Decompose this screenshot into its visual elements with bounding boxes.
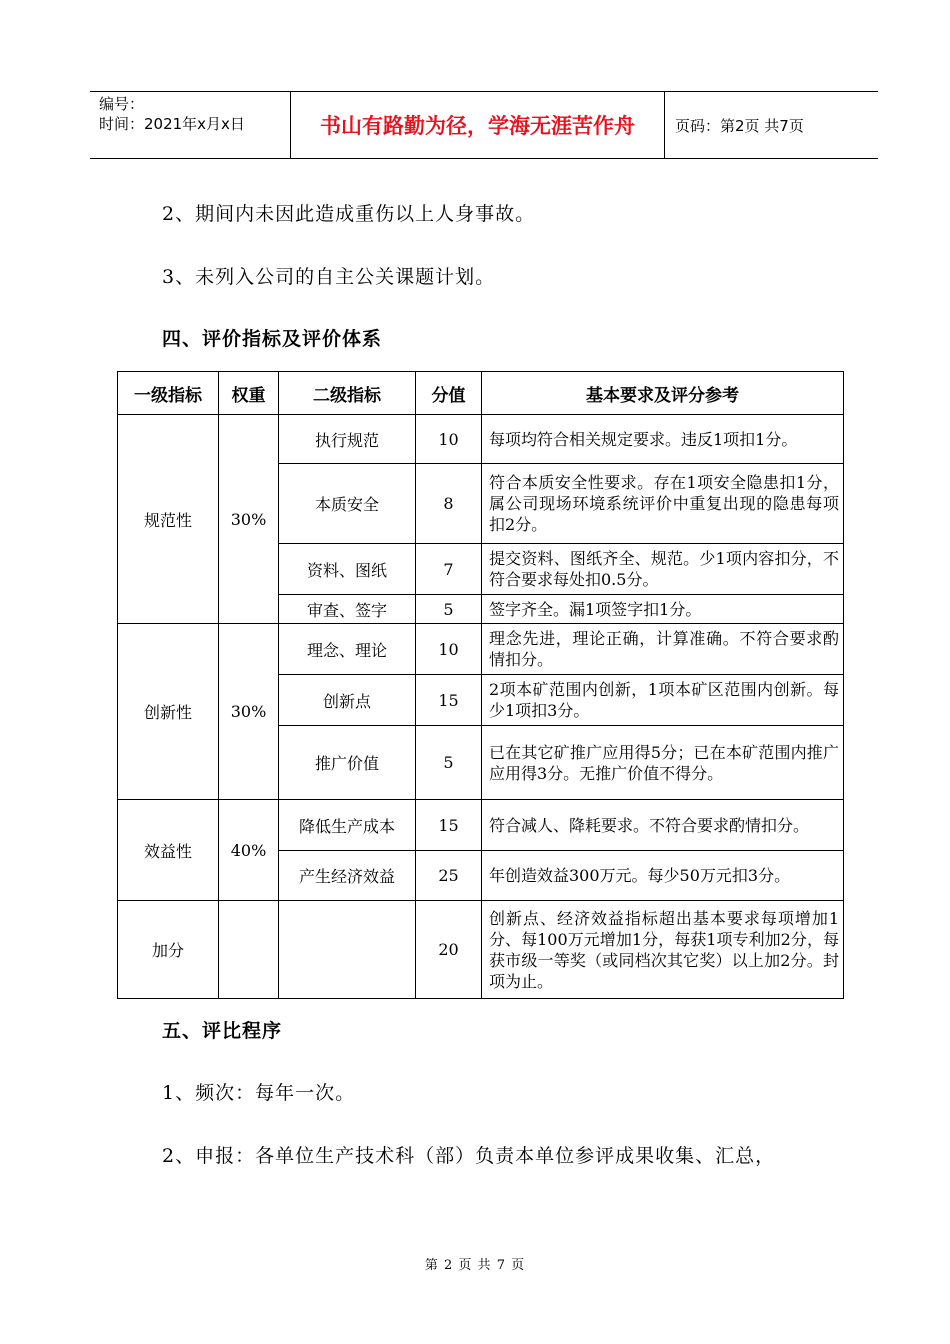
score-cell: 5: [416, 726, 482, 800]
score-cell: 25: [416, 851, 482, 901]
table-row: [118, 624, 844, 675]
requirement-cell: 已在其它矿推广应用得5分；已在本矿范围内推广应用得3分。无推广价值不得分。: [482, 726, 844, 800]
score-cell: 10: [416, 624, 482, 675]
paragraph-application: 2、申报：各单位生产技术科（部）负责本单位参评成果收集、汇总，: [162, 1145, 776, 1167]
score-cell: 15: [416, 675, 482, 726]
score-cell: 7: [416, 544, 482, 595]
level2-cell: [279, 901, 416, 999]
score-cell: 10: [416, 415, 482, 464]
requirement-cell: 符合本质安全性要求。存在1项安全隐患扣1分，属公司现场环境系统评价中重复出现的隐患每项扣2分。: [482, 464, 844, 544]
paragraph-item-2: 2、期间内未因此造成重伤以上人身事故。: [162, 203, 536, 225]
paragraph-frequency: 1、频次：每年一次。: [162, 1082, 356, 1104]
header-requirement: 基本要求及评分参考: [482, 372, 844, 415]
requirement-cell: 年创造效益300万元。每少50万元扣3分。: [482, 851, 844, 901]
header-level2: 二级指标: [279, 372, 416, 415]
section-heading-5: 五、评比程序: [162, 1020, 283, 1042]
requirement-cell: 提交资料、图纸齐全、规范。少1项内容扣分，不符合要求每处扣0.5分。: [482, 544, 844, 595]
requirement-cell: 创新点、经济效益指标超出基本要求每项增加1分、每100万元增加1分，每获1项专利加2分，每获市级一等奖（或同档次其它奖）以上加2分。封项为止。: [482, 901, 844, 999]
weight-cell: 30%: [219, 415, 279, 624]
weight-cell: 30%: [219, 624, 279, 800]
score-cell: 8: [416, 464, 482, 544]
table-row: [118, 415, 844, 464]
requirement-cell: 符合减人、降耗要求。不符合要求酌情扣分。: [482, 800, 844, 851]
level2-cell: 降低生产成本: [279, 800, 416, 851]
level2-cell: 产生经济效益: [279, 851, 416, 901]
level1-cell: 加分: [118, 901, 219, 999]
requirement-cell: 2项本矿范围内创新，1项本矿区范围内创新。每少1项扣3分。: [482, 675, 844, 726]
table-row: [118, 901, 844, 999]
requirement-cell: 每项均符合相关规定要求。违反1项扣1分。: [482, 415, 844, 464]
number-label: 编号：: [99, 95, 145, 113]
header-meta: [90, 92, 290, 158]
paragraph-item-3: 3、未列入公司的自主公关课题计划。: [162, 266, 496, 288]
page-footer: 第 2 页 共 7 页: [424, 1258, 526, 1273]
requirement-cell: 理念先进，理论正确，计算准确。不符合要求酌情扣分。: [482, 624, 844, 675]
weight-cell: 40%: [219, 800, 279, 901]
header-page-info: 页码：第2页 共7页: [675, 116, 804, 135]
level2-cell: 资料、图纸: [279, 544, 416, 595]
header-motto: 书山有路勤为径，学海无涯苦作舟: [290, 92, 665, 158]
weight-cell: [219, 901, 279, 999]
evaluation-table: [117, 371, 844, 999]
header-level1: 一级指标: [118, 372, 219, 415]
level2-cell: 执行规范: [279, 415, 416, 464]
level2-cell: 创新点: [279, 675, 416, 726]
header-weight: 权重: [219, 372, 279, 415]
level2-cell: 本质安全: [279, 464, 416, 544]
level1-cell: 创新性: [118, 624, 219, 800]
score-cell: 20: [416, 901, 482, 999]
level1-cell: 效益性: [118, 800, 219, 901]
level2-cell: 审查、签字: [279, 595, 416, 624]
score-cell: 15: [416, 800, 482, 851]
score-cell: 5: [416, 595, 482, 624]
table-header-row: [118, 372, 844, 415]
requirement-cell: 签字齐全。漏1项签字扣1分。: [482, 595, 844, 624]
level2-cell: 理念、理论: [279, 624, 416, 675]
page-header: [90, 91, 878, 159]
header-score: 分值: [416, 372, 482, 415]
level1-cell: 规范性: [118, 415, 219, 624]
level2-cell: 推广价值: [279, 726, 416, 800]
section-heading-4: 四、评价指标及评价体系: [162, 328, 383, 350]
table-row: [118, 800, 844, 851]
time-label: 时间：2021年x月x日: [99, 115, 245, 133]
